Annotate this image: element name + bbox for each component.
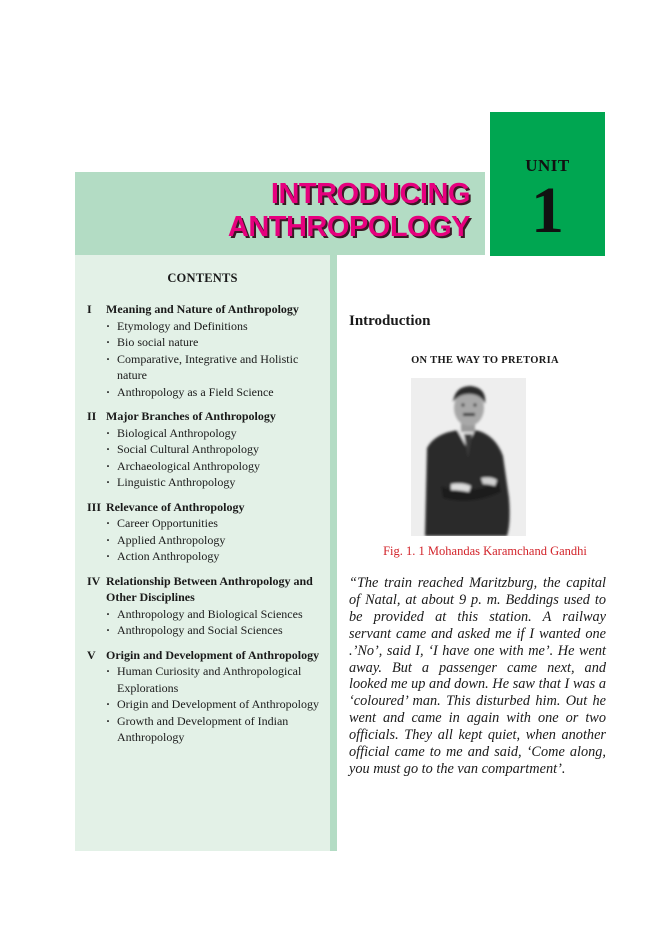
subtopic-item: · Anthropology and Biological Sciences [87,606,327,623]
unit-badge [490,112,605,256]
portrait-illustration [411,378,526,536]
section-number: V [87,647,96,662]
title-banner [75,172,485,255]
section-title: Meaning and Nature of Anthropology [106,302,299,316]
subtopic-item: · Bio social nature [87,334,327,351]
section-heading [87,573,327,606]
story-title: ON THE WAY TO PRETORIA [411,355,559,366]
subtopic-item: · Origin and Development of Anthropology [87,696,327,713]
subtopic-item: · Anthropology and Social Sciences [87,622,327,639]
unit-number: 1 [531,174,564,247]
contents-panel [75,255,337,851]
subtopic-item: · Social Cultural Anthropology [87,441,327,458]
subtopic-item: · Biological Anthropology [87,425,327,442]
subtopic-item: · Applied Anthropology [87,532,327,549]
section-title: Relationship Between Anthropology and Other Disciplines [106,573,313,604]
gandhi-portrait-photo [411,378,526,536]
contents-section [87,499,327,565]
section-heading [87,301,327,318]
subtopic-list [87,425,327,491]
contents-section [87,573,327,639]
subtopic-list [87,515,327,565]
section-heading [87,408,327,425]
intro-heading: Introduction [349,313,431,329]
contents-heading: CONTENTS [167,271,238,285]
section-title: Major Branches of Anthropology [106,409,276,423]
subtopic-item: · Archaeological Anthropology [87,458,327,475]
subtopic-item: · Career Opportunities [87,515,327,532]
section-number: I [87,302,92,316]
subtopic-item: · Anthropology as a Field Science [87,384,327,401]
contents-section [87,647,327,746]
quote-paragraph: “The train reached Maritzburg, the capital of Natal, at about 9 p. m. Beddings used to be provided at this station. A railway servant came and asked me if I wanted one .’No’, said I, ‘I have one with me’. He went away. But a passenger came next, and looked me up and down. He saw that I was a ‘coloured’ man. This disturbed him. Out he went and came in again with one or two officials. They all kept quiet, when another official came to me and said, ‘Come along, you must go to the van compartment’. [349,575,606,777]
subtopic-item: · Action Anthropology [87,548,327,565]
subtopic-list [87,606,327,639]
unit-title [228,178,470,244]
contents-section [87,408,327,491]
subtopic-list [87,663,327,746]
figure-caption: Fig. 1. 1 Mohandas Karamchand Gandhi [383,544,587,558]
subtopic-item: · Linguistic Anthropology [87,474,327,491]
section-number: III [87,499,102,514]
section-title: Relevance of Anthropology [106,499,245,514]
unit-label: UNIT [525,156,570,175]
subtopic-item: · Comparative, Integrative and Holistic nature [87,351,327,384]
title-line-1: INTRODUCING [270,178,470,210]
subtopic-list [87,318,327,401]
contents-section [87,301,327,400]
contents-sections [87,301,327,754]
subtopic-item: · Human Curiosity and Anthropological Explorations [87,663,327,696]
section-number: II [87,409,97,423]
section-title: Origin and Development of Anthropology [106,647,320,662]
section-heading [87,647,327,664]
subtopic-item: · Etymology and Definitions [87,318,327,335]
subtopic-item: · Growth and Development of Indian Anthropology [87,713,327,746]
section-heading [87,499,327,516]
section-number: IV [87,573,101,588]
title-line-2: ANTHROPOLOGY [227,211,470,243]
